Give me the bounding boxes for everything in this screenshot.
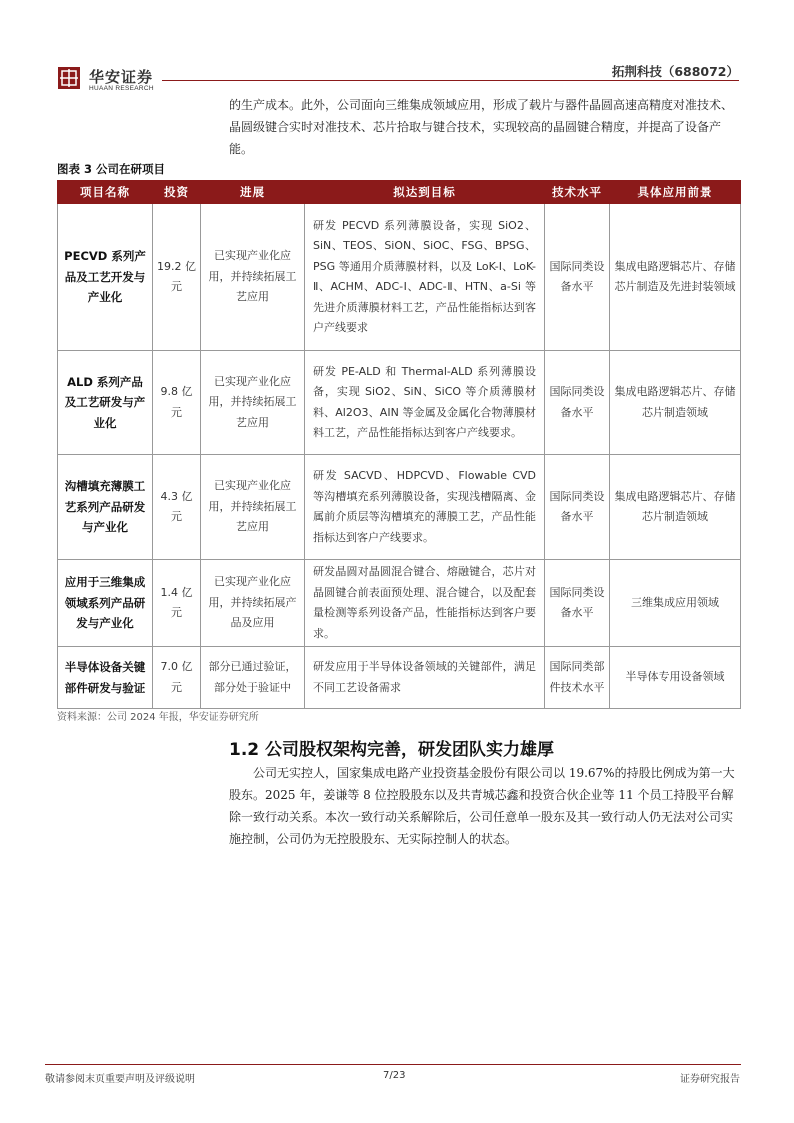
- project-investment: 7.0 亿元: [153, 647, 201, 709]
- column-header: 技术水平: [545, 181, 610, 204]
- project-progress: 已实现产业化应用，并持续拓展工艺应用: [201, 455, 305, 560]
- project-tech-level: 国际同类设备水平: [545, 560, 610, 647]
- project-goal: 研发 SACVD、HDPCVD、Flowable CVD 等沟槽填充系列薄膜设备，实现浅槽隔离、金属前介质层等沟槽填充的薄膜工艺，产品性能指标达到客户产线要求。: [305, 455, 545, 560]
- project-goal: 研发晶圆对晶圆混合键合、熔融键合，芯片对晶圆键合前表面预处理、混合键合，以及配套量检测等系列设备产品，性能指标达到客户要求。: [305, 560, 545, 647]
- table-row: [58, 647, 741, 709]
- project-tech-level: 国际同类设备水平: [545, 351, 610, 455]
- figure-source: 资料来源：公司 2024 年报，华安证券研究所: [57, 712, 259, 723]
- table-row: [58, 560, 741, 647]
- intro-paragraph: 的生产成本。此外，公司面向三维集成领域应用，形成了载片与器件晶圆高速高精度对准技术、晶圆级键合实时对准技术、芯片拾取与键合技术，实现较高的晶圆键合精度，并提高了设备产能。: [229, 98, 734, 156]
- table-row: [58, 351, 741, 455]
- logo-icon: [57, 66, 81, 90]
- column-header: 投资: [153, 181, 201, 204]
- project-name: 沟槽填充薄膜工艺系列产品研发与产业化: [58, 455, 153, 560]
- table-header-row: [58, 181, 741, 204]
- column-header: 项目名称: [58, 181, 153, 204]
- project-name: ALD 系列产品及工艺研发与产业化: [58, 351, 153, 455]
- project-tech-level: 国际同类设备水平: [545, 455, 610, 560]
- logo-subtext: HUAAN RESEARCH: [89, 85, 154, 92]
- footer-divider: [45, 1064, 741, 1065]
- column-header: 具体应用前景: [610, 181, 741, 204]
- project-investment: 19.2 亿元: [153, 204, 201, 351]
- company-name: 拓荆科技（688072）: [611, 64, 739, 79]
- projects-table: [57, 180, 741, 709]
- project-investment: 4.3 亿元: [153, 455, 201, 560]
- project-name: 半导体设备关键部件研发与验证: [58, 647, 153, 709]
- project-goal: 研发 PECVD 系列薄膜设备，实现 SiO2、SiN、TEOS、SiON、SiOC、FSG、BPSG、PSG 等通用介质薄膜材料，以及 LoK-Ⅰ、LoK-Ⅱ、ACHM、ADC-Ⅰ、ADC-Ⅱ、HTN、a-Si 等先进介质薄膜材料工艺，产品性能指标达到客户产线要求: [305, 204, 545, 351]
- project-name: 应用于三维集成领域系列产品研发与产业化: [58, 560, 153, 647]
- footer-disclaimer: 敬请参阅末页重要声明及评级说明: [45, 1074, 195, 1085]
- section-paragraph: 公司无实控人，国家集成电路产业投资基金股份有限公司以 19.67%的持股比例成为第一大股东。2025 年，姜谦等 8 位控股股东以及共青城芯鑫和投资合伙企业等 11 个员工持股平台解除一致行动关系。本次一致行动关系解除后，公司任意单一股东及其一致行动人仍无法对公司实施控制，公司仍为无控股股东、无实际控制人的状态。: [229, 766, 735, 846]
- project-progress: 已实现产业化应用，并持续拓展工艺应用: [201, 204, 305, 351]
- header-divider: [162, 80, 739, 81]
- page-number: 7/23: [383, 1070, 406, 1081]
- project-application: 半导体专用设备领域: [610, 647, 741, 709]
- project-goal: 研发 PE-ALD 和 Thermal-ALD 系列薄膜设备，实现 SiO2、SiN、SiCO 等介质薄膜材料、Al2O3、AIN 等金属及金属化合物薄膜材料工艺，产品性能指标达到客户产线要求。: [305, 351, 545, 455]
- project-application: 集成电路逻辑芯片、存储芯片制造领域: [610, 455, 741, 560]
- project-investment: 1.4 亿元: [153, 560, 201, 647]
- project-goal: 研发应用于半导体设备领域的关键部件，满足不同工艺设备需求: [305, 647, 545, 709]
- column-header: 拟达到目标: [305, 181, 545, 204]
- footer-report-type: 证券研究报告: [680, 1074, 740, 1085]
- column-header: 进展: [201, 181, 305, 204]
- project-application: 集成电路逻辑芯片、存储芯片制造及先进封装领域: [610, 204, 741, 351]
- table-row: [58, 455, 741, 560]
- project-application: 集成电路逻辑芯片、存储芯片制造领域: [610, 351, 741, 455]
- project-application: 三维集成应用领域: [610, 560, 741, 647]
- project-name: PECVD 系列产品及工艺开发与产业化: [58, 204, 153, 351]
- section-heading: 1.2 公司股权架构完善，研发团队实力雄厚: [229, 740, 555, 760]
- project-investment: 9.8 亿元: [153, 351, 201, 455]
- project-tech-level: 国际同类设备水平: [545, 204, 610, 351]
- logo-text: 华安证券: [89, 68, 154, 86]
- project-progress: 已实现产业化应用，并持续拓展工艺应用: [201, 351, 305, 455]
- figure-title: 图表 3 公司在研项目: [57, 162, 166, 176]
- table-row: [58, 204, 741, 351]
- project-progress: 部分已通过验证，部分处于验证中: [201, 647, 305, 709]
- project-progress: 已实现产业化应用，并持续拓展产品及应用: [201, 560, 305, 647]
- project-tech-level: 国际同类部件技术水平: [545, 647, 610, 709]
